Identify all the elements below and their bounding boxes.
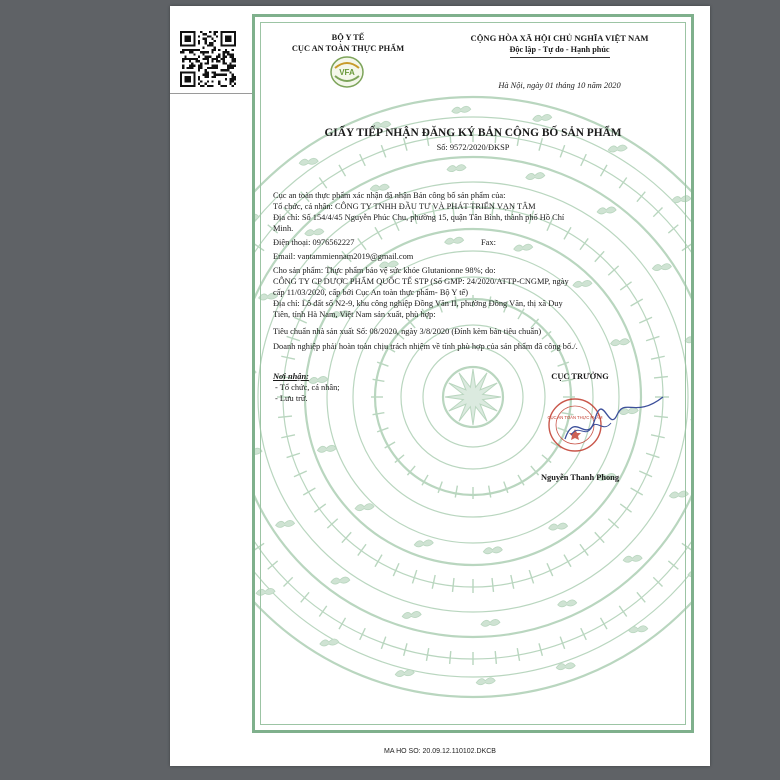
signer-title: CỤC TRƯỞNG (551, 372, 609, 381)
document-title: GIẤY TIẾP NHẬN ĐĂNG KÝ BẢN CÔNG BỐ SẢN PHẨM (324, 127, 622, 139)
body-manufacturer-address1: Địa chỉ: Lô đất số N2-9, khu công nghiệp Đồng Văn II, phường Đồng Văn, thị xã Duy (273, 299, 563, 308)
official-stamp (545, 389, 675, 469)
body-product: Cho sản phẩm: Thực phẩm bảo vệ sức khỏe Glutanionne 98%; do: (273, 266, 496, 275)
logo-text: VFA (339, 68, 355, 77)
body-address-line1: Địa chỉ: Số 154/4/45 Nguyễn Phúc Chu, phường 15, quận Tân Bình, thành phố Hồ Chí (273, 213, 565, 222)
page-left-strip (170, 6, 250, 766)
body-email: Email: vantammiennam2019@gmail.com (273, 252, 414, 261)
recipient-item: - Tổ chức, cá nhân; (275, 383, 340, 392)
national-motto: Độc lập - Tự do - Hạnh phúc (509, 45, 610, 54)
body-organization: Tổ chức, cá nhân: CÔNG TY TNHH ĐẦU TƯ VÀ PHÁT TRIỂN VẠN TÂM (273, 202, 536, 211)
certificate-frame (252, 14, 694, 733)
body-fax: Fax: (481, 238, 496, 247)
signer-name: Nguyễn Thanh Phong (540, 473, 620, 482)
body-address-line2: Minh. (273, 224, 294, 233)
country-name: CỘNG HÒA XÃ HỘI CHỦ NGHĨA VIỆT NAM (470, 33, 649, 43)
document-number: Số: 9572/2020/ĐKSP (436, 143, 510, 152)
body-standard: Tiêu chuẩn nhà sản xuất Số: 08/2020, ngày 3/8/2020 (Đính kèm bản tiêu chuẩn) (273, 327, 542, 336)
body-phone: Điện thoại: 0976562227 (273, 238, 355, 247)
separator-line (170, 93, 252, 94)
dossier-code: MA HO SO: 20.09.12.110102.DKCB (384, 748, 496, 755)
body-manufacturer-line2: cấp 11/03/2020, cấp bởi Cục An toàn thực phẩm- Bộ Y tế) (273, 288, 469, 297)
department-logo (325, 54, 369, 90)
pdf-page (170, 6, 710, 766)
stamp-text: CỤC AN TOÀN THỰC PHẨM (547, 415, 603, 420)
body-responsibility: Doanh nghiệp phải hoàn toàn chịu trách nhiệm về tính phù hợp của sản phẩm đã công bố./. (273, 342, 578, 351)
body-manufacturer-line1: CÔNG TY CP DƯỢC PHẨM QUỐC TẾ STP (Số GMP: 24/2020/ATTP-CNGMP, ngày (273, 277, 569, 286)
body-intro: Cục an toàn thực phẩm xác nhận đã nhận Bản công bố sản phẩm của: (273, 191, 506, 200)
qr-code (180, 31, 236, 87)
department-name: CỤC AN TOÀN THỰC PHẨM (291, 44, 405, 53)
recipients-heading: Nơi nhận: (273, 372, 309, 381)
recipient-item: - Lưu trữ. (275, 394, 308, 403)
ministry-name: BỘ Y TẾ (331, 33, 365, 42)
issue-date: Hà Nội, ngày 01 tháng 10 năm 2020 (498, 81, 621, 90)
motto-underline (510, 57, 610, 58)
body-manufacturer-address2: Tiên, tỉnh Hà Nam, Việt Nam sản xuất, phù hợp: (273, 310, 436, 319)
